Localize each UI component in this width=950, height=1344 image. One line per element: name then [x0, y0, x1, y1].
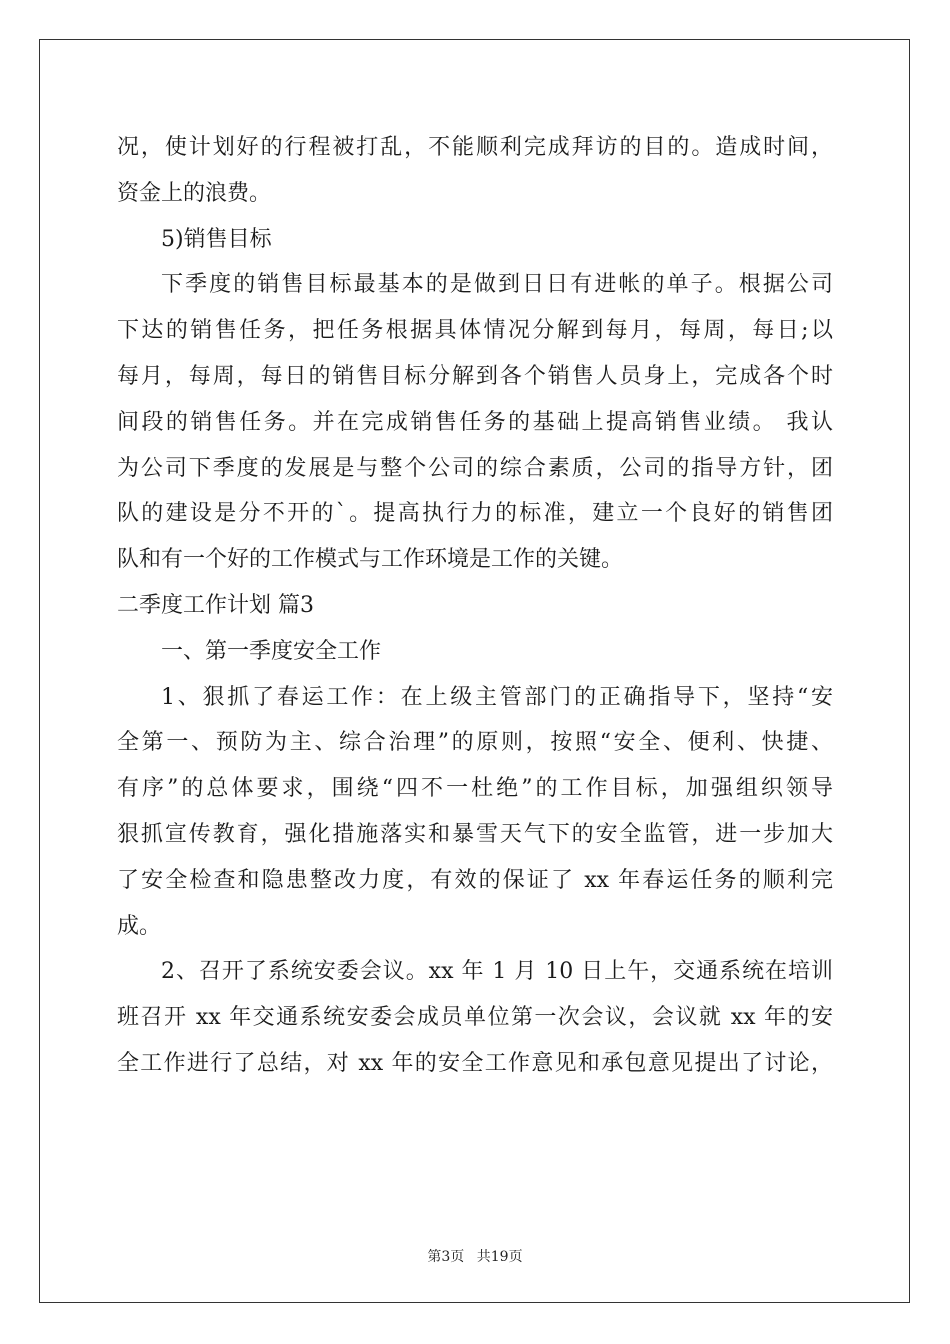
text-line-7: 间段的销售任务。并在完成销售任务的基础上提高销售业绩。 我认 — [117, 409, 833, 435]
text-line-20: 班召开 xx 年交通系统安委会成员单位第一次会议，会议就 xx 年的安 — [117, 1005, 833, 1031]
text-line-4: 下季度的销售目标最基本的是做到日日有进帐的单子。根据公司 — [161, 272, 833, 298]
document-body — [117, 125, 833, 1087]
text-line-1: 况，使计划好的行程被打乱，不能顺利完成拜访的目的。造成时间， — [117, 135, 833, 160]
text-line-13: 1、狠抓了春运工作：在上级主管部门的正确指导下，坚持“安 — [161, 684, 833, 710]
text-line-9: 队的建设是分不开的`。提高执行力的标准，建立一个良好的销售团 — [117, 501, 833, 527]
text-line-15: 有序”的总体要求，围绕“四不一杜绝”的工作目标，加强组织领导 — [117, 776, 833, 802]
text-line-18: 成。 — [117, 913, 162, 939]
text-line-14: 全第一、预防为主、综合治理”的原则，按照“安全、便利、快捷、 — [117, 730, 833, 756]
text-line-16: 狠抓宣传教育，强化措施落实和暴雪天气下的安全监管，进一步加大 — [117, 821, 833, 847]
text-line-19: 2、召开了系统安委会议。xx 年 1 月 10 日上午，交通系统在培训 — [161, 959, 833, 985]
text-line-17: 了安全检查和隐患整改力度，有效的保证了 xx 年春运任务的顺利完 — [117, 867, 833, 893]
text-line-8: 为公司下季度的发展是与整个公司的综合素质，公司的指导方针，团 — [117, 455, 833, 481]
page-footer — [0, 1246, 950, 1266]
section-heading-sales-target: 5)销售目标 — [161, 226, 272, 252]
text-line-6: 每月，每周，每日的销售目标分解到各个销售人员身上，完成各个时 — [117, 363, 833, 389]
page-total: 共19页 — [476, 1249, 523, 1265]
section-heading-safety: 一、第一季度安全工作 — [161, 638, 382, 664]
text-line-21: 全工作进行了总结，对 xx 年的安全工作意见和承包意见提出了讨论， — [117, 1050, 833, 1076]
article-title: 二季度工作计划 篇3 — [117, 592, 314, 618]
text-line-10: 队和有一个好的工作模式与工作环境是工作的关键。 — [117, 547, 624, 573]
text-line-5: 下达的销售任务，把任务根据具体情况分解到每月，每周，每日;以 — [117, 318, 833, 344]
page-number: 第3页 — [427, 1249, 465, 1265]
text-line-2: 资金上的浪费。 — [117, 180, 272, 206]
